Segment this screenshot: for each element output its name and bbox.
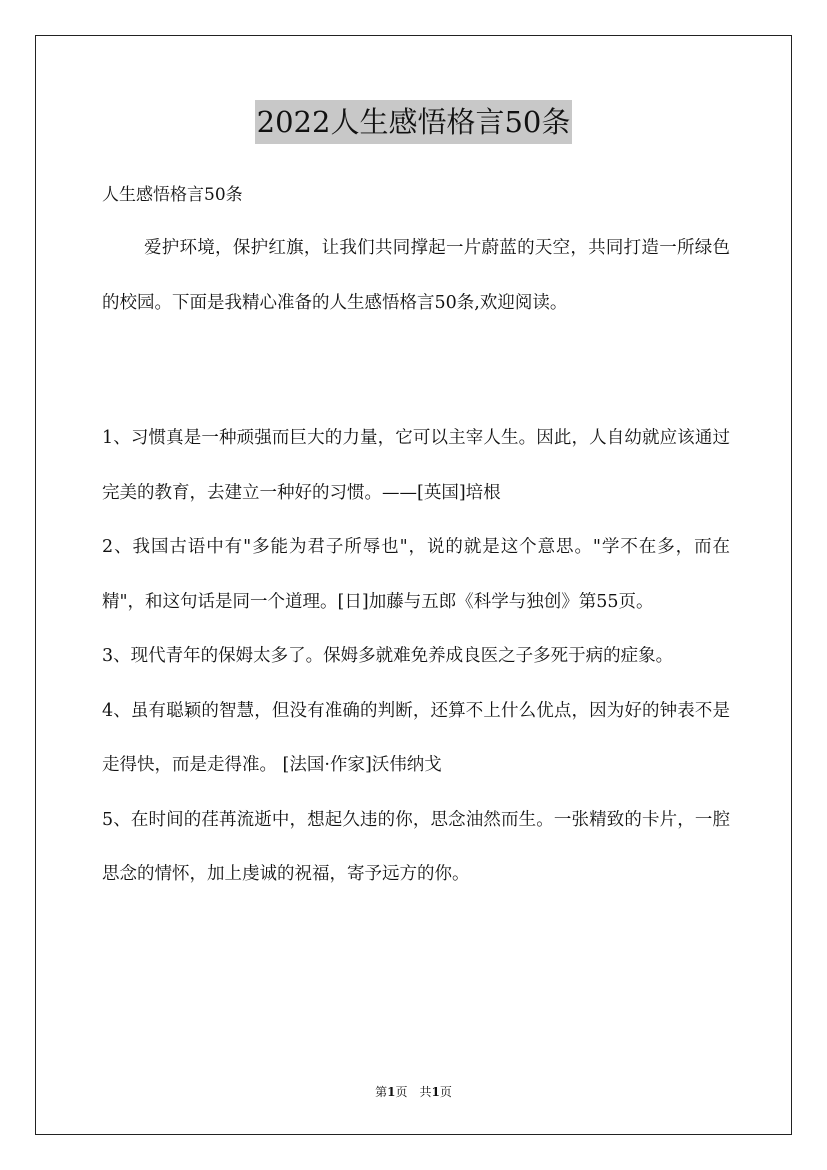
list-item: 4、虽有聪颖的智慧，但没有准确的判断，还算不上什么优点，因为好的钟表不是走得快，而是走得准。 [法国·作家]沃伟纳戈 [102, 700, 730, 775]
list-item: 5、在时间的荏苒流逝中，想起久违的你，思念油然而生。一张精致的卡片，一腔思念的情怀，加上虔诚的祝福，寄予远方的你。 [102, 809, 730, 884]
list-item: 1、习惯真是一种顽强而巨大的力量，它可以主宰人生。因此，人自幼就应该通过完美的教育，去建立一种好的习惯。——[英国]培根 [102, 428, 730, 503]
title-container [0, 100, 827, 144]
footer-page-total: 1 [431, 1085, 440, 1099]
document-subtitle: 人生感悟格言50条 [102, 185, 243, 205]
intro-paragraph: 爱护环境，保护红旗，让我们共同撑起一片蔚蓝的天空，共同打造一所绿色的校园。下面是我精心准备的人生感悟格言50条,欢迎阅读。 [102, 238, 730, 313]
footer-page-pre: 第 [375, 1085, 388, 1099]
document-title: 2022人生感悟格言50条 [255, 100, 573, 144]
list-item: 2、我国古语中有"多能为君子所辱也"，说的就是这个意思。"学不在多，而在精"，和这句话是同一个道理。[日]加藤与五郎《科学与独创》第55页。 [102, 537, 730, 612]
footer-page-mid: 页 共 [395, 1085, 432, 1099]
footer-page-current: 1 [387, 1085, 396, 1099]
footer-page-post: 页 [439, 1085, 452, 1099]
quote-list [102, 411, 730, 902]
list-item: 3、现代青年的保姆太多了。保姆多就难免养成良医之子多死于病的症象。 [102, 646, 674, 666]
page-footer [0, 1082, 827, 1102]
